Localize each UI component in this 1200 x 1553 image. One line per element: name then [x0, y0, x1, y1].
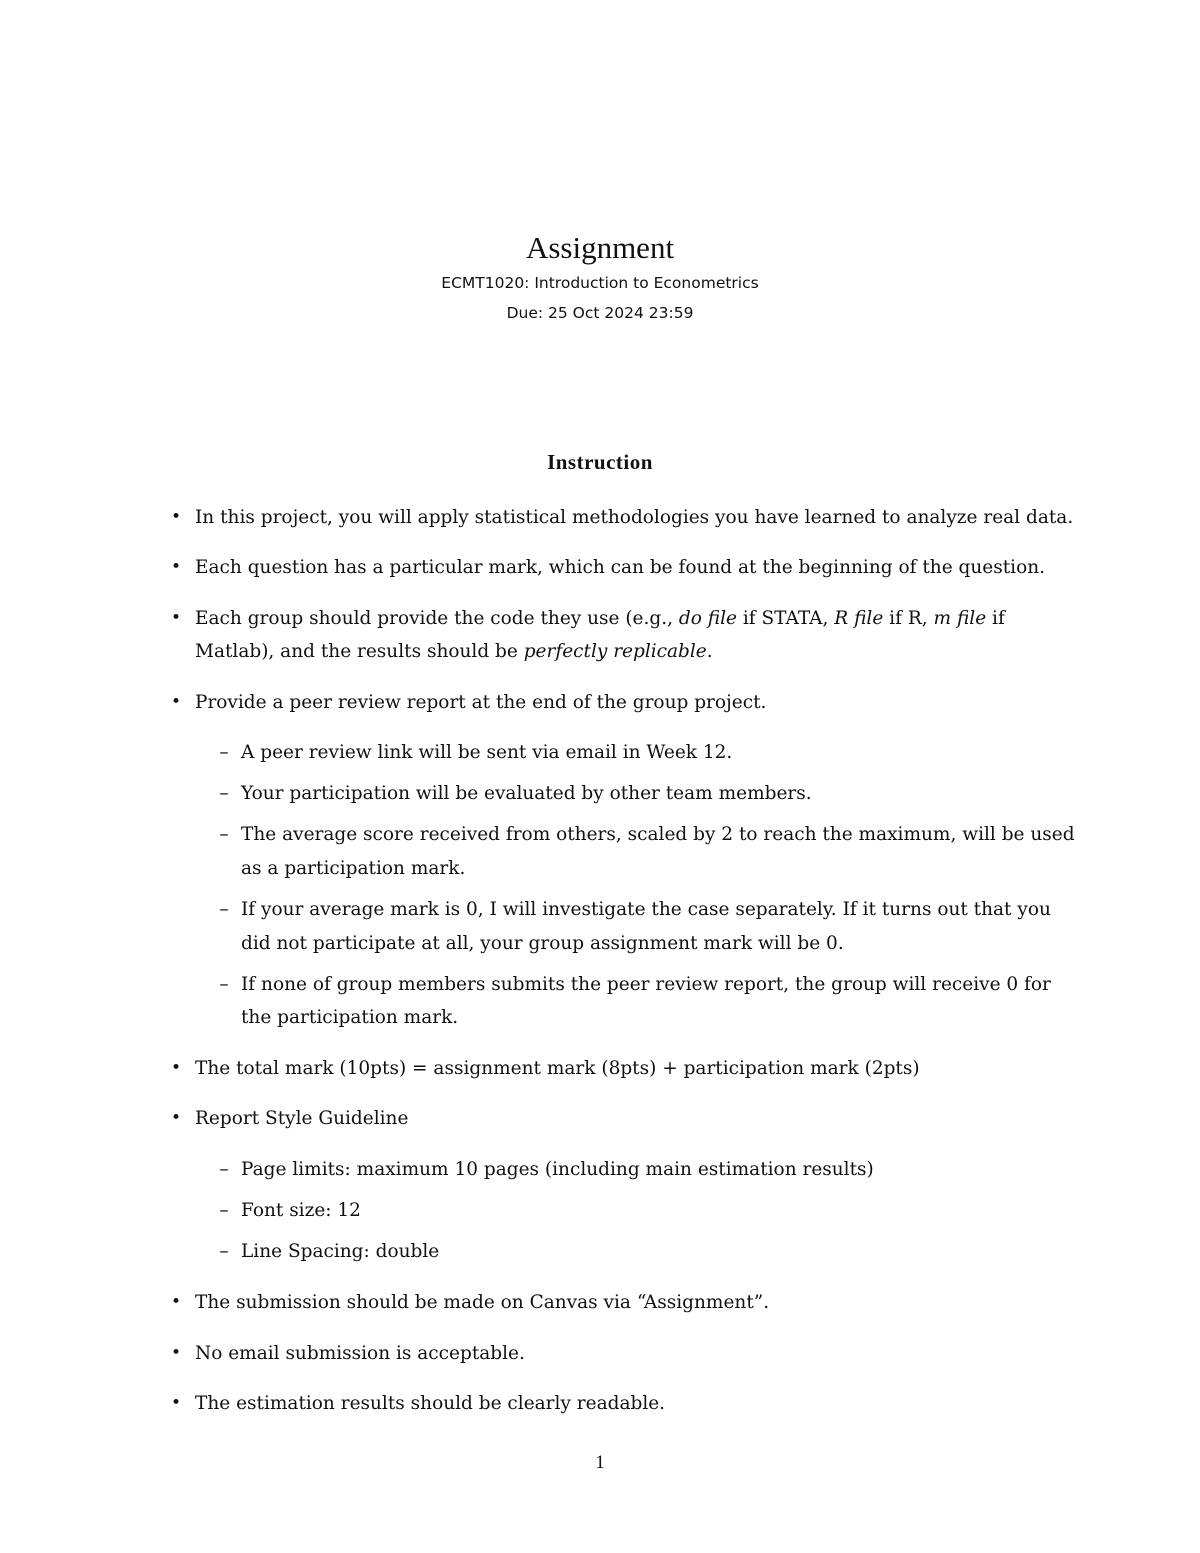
text-run: if STATA, [736, 608, 835, 629]
sub-list-item-text: as a participation mark. [241, 858, 466, 879]
list-item-text: Provide a peer review report at the end of the group project. [195, 692, 767, 713]
list-item-text: The submission should be made on Canvas via “Assignment”. [195, 1292, 770, 1313]
bullet-glyph: • [170, 507, 182, 527]
bullet-glyph: • [170, 692, 182, 712]
due-date: Due: 25 Oct 2024 23:59 [506, 304, 694, 322]
r-file-term: R file [834, 608, 884, 629]
bullet-glyph: • [170, 608, 182, 628]
dash-glyph: – [219, 974, 229, 995]
m-file-term: m file [933, 608, 987, 629]
dash-glyph: – [219, 742, 229, 763]
replicable-term: perfectly replicable [523, 641, 707, 662]
dash-glyph: – [219, 1200, 229, 1221]
text-run: if R, [883, 608, 934, 629]
dash-glyph: – [219, 899, 229, 920]
bullet-glyph: • [170, 1343, 182, 1363]
sub-list-item-text: the participation mark. [241, 1007, 459, 1028]
dash-glyph: – [219, 1241, 229, 1262]
list-item-text [195, 635, 713, 668]
sub-list-item-text: Font size: 12 [241, 1200, 361, 1221]
sub-list-item-text: If your average mark is 0, I will investigate the case separately. If it turns out that you [241, 899, 1051, 920]
sub-list-item-text: did not participate at all, your group assignment mark will be 0. [241, 933, 844, 954]
do-file-term: do file [678, 608, 737, 629]
bullet-glyph: • [170, 1292, 182, 1312]
list-item-text: Report Style Guideline [195, 1108, 409, 1129]
list-item-text: Each question has a particular mark, which can be found at the beginning of the question. [195, 557, 1046, 578]
sub-list-item-text: Page limits: maximum 10 pages (including main estimation results) [241, 1159, 874, 1180]
list-item-text: No email submission is acceptable. [195, 1343, 525, 1364]
bullet-glyph: • [170, 1108, 182, 1128]
section-heading-instruction: Instruction [547, 450, 653, 474]
title-block [0, 228, 1200, 328]
sub-list-item-text: A peer review link will be sent via email in Week 12. [241, 742, 733, 763]
bullet-glyph: • [170, 1393, 182, 1413]
page-number: 1 [595, 1452, 605, 1473]
text-run: Each group should provide the code they use (e.g., [195, 608, 679, 629]
list-item-text: The estimation results should be clearly readable. [195, 1393, 666, 1414]
dash-glyph: – [219, 783, 229, 804]
sub-list-item-text: The average score received from others, scaled by 2 to reach the maximum, will be used [241, 824, 1075, 845]
course-name: ECMT1020: Introduction to Econometrics [441, 274, 759, 292]
dash-glyph: – [219, 1159, 229, 1180]
sub-list-item-text: Your participation will be evaluated by other team members. [241, 783, 812, 804]
text-run: . [706, 641, 713, 662]
list-item-text: In this project, you will apply statistical methodologies you have learned to analyze real data. [195, 507, 1074, 528]
list-item-text: The total mark (10pts) = assignment mark (8pts) + participation mark (2pts) [195, 1058, 920, 1079]
sub-list-item-text: If none of group members submits the peer review report, the group will receive 0 for [241, 974, 1051, 995]
document-title: Assignment [525, 230, 675, 265]
bullet-glyph: • [170, 1058, 182, 1078]
sub-list-item-text: Line Spacing: double [241, 1241, 440, 1262]
text-run: Matlab), and the results should be [195, 641, 524, 662]
dash-glyph: – [219, 824, 229, 845]
list-item-text [195, 602, 1005, 635]
text-run: if [986, 608, 1005, 629]
bullet-glyph: • [170, 557, 182, 577]
